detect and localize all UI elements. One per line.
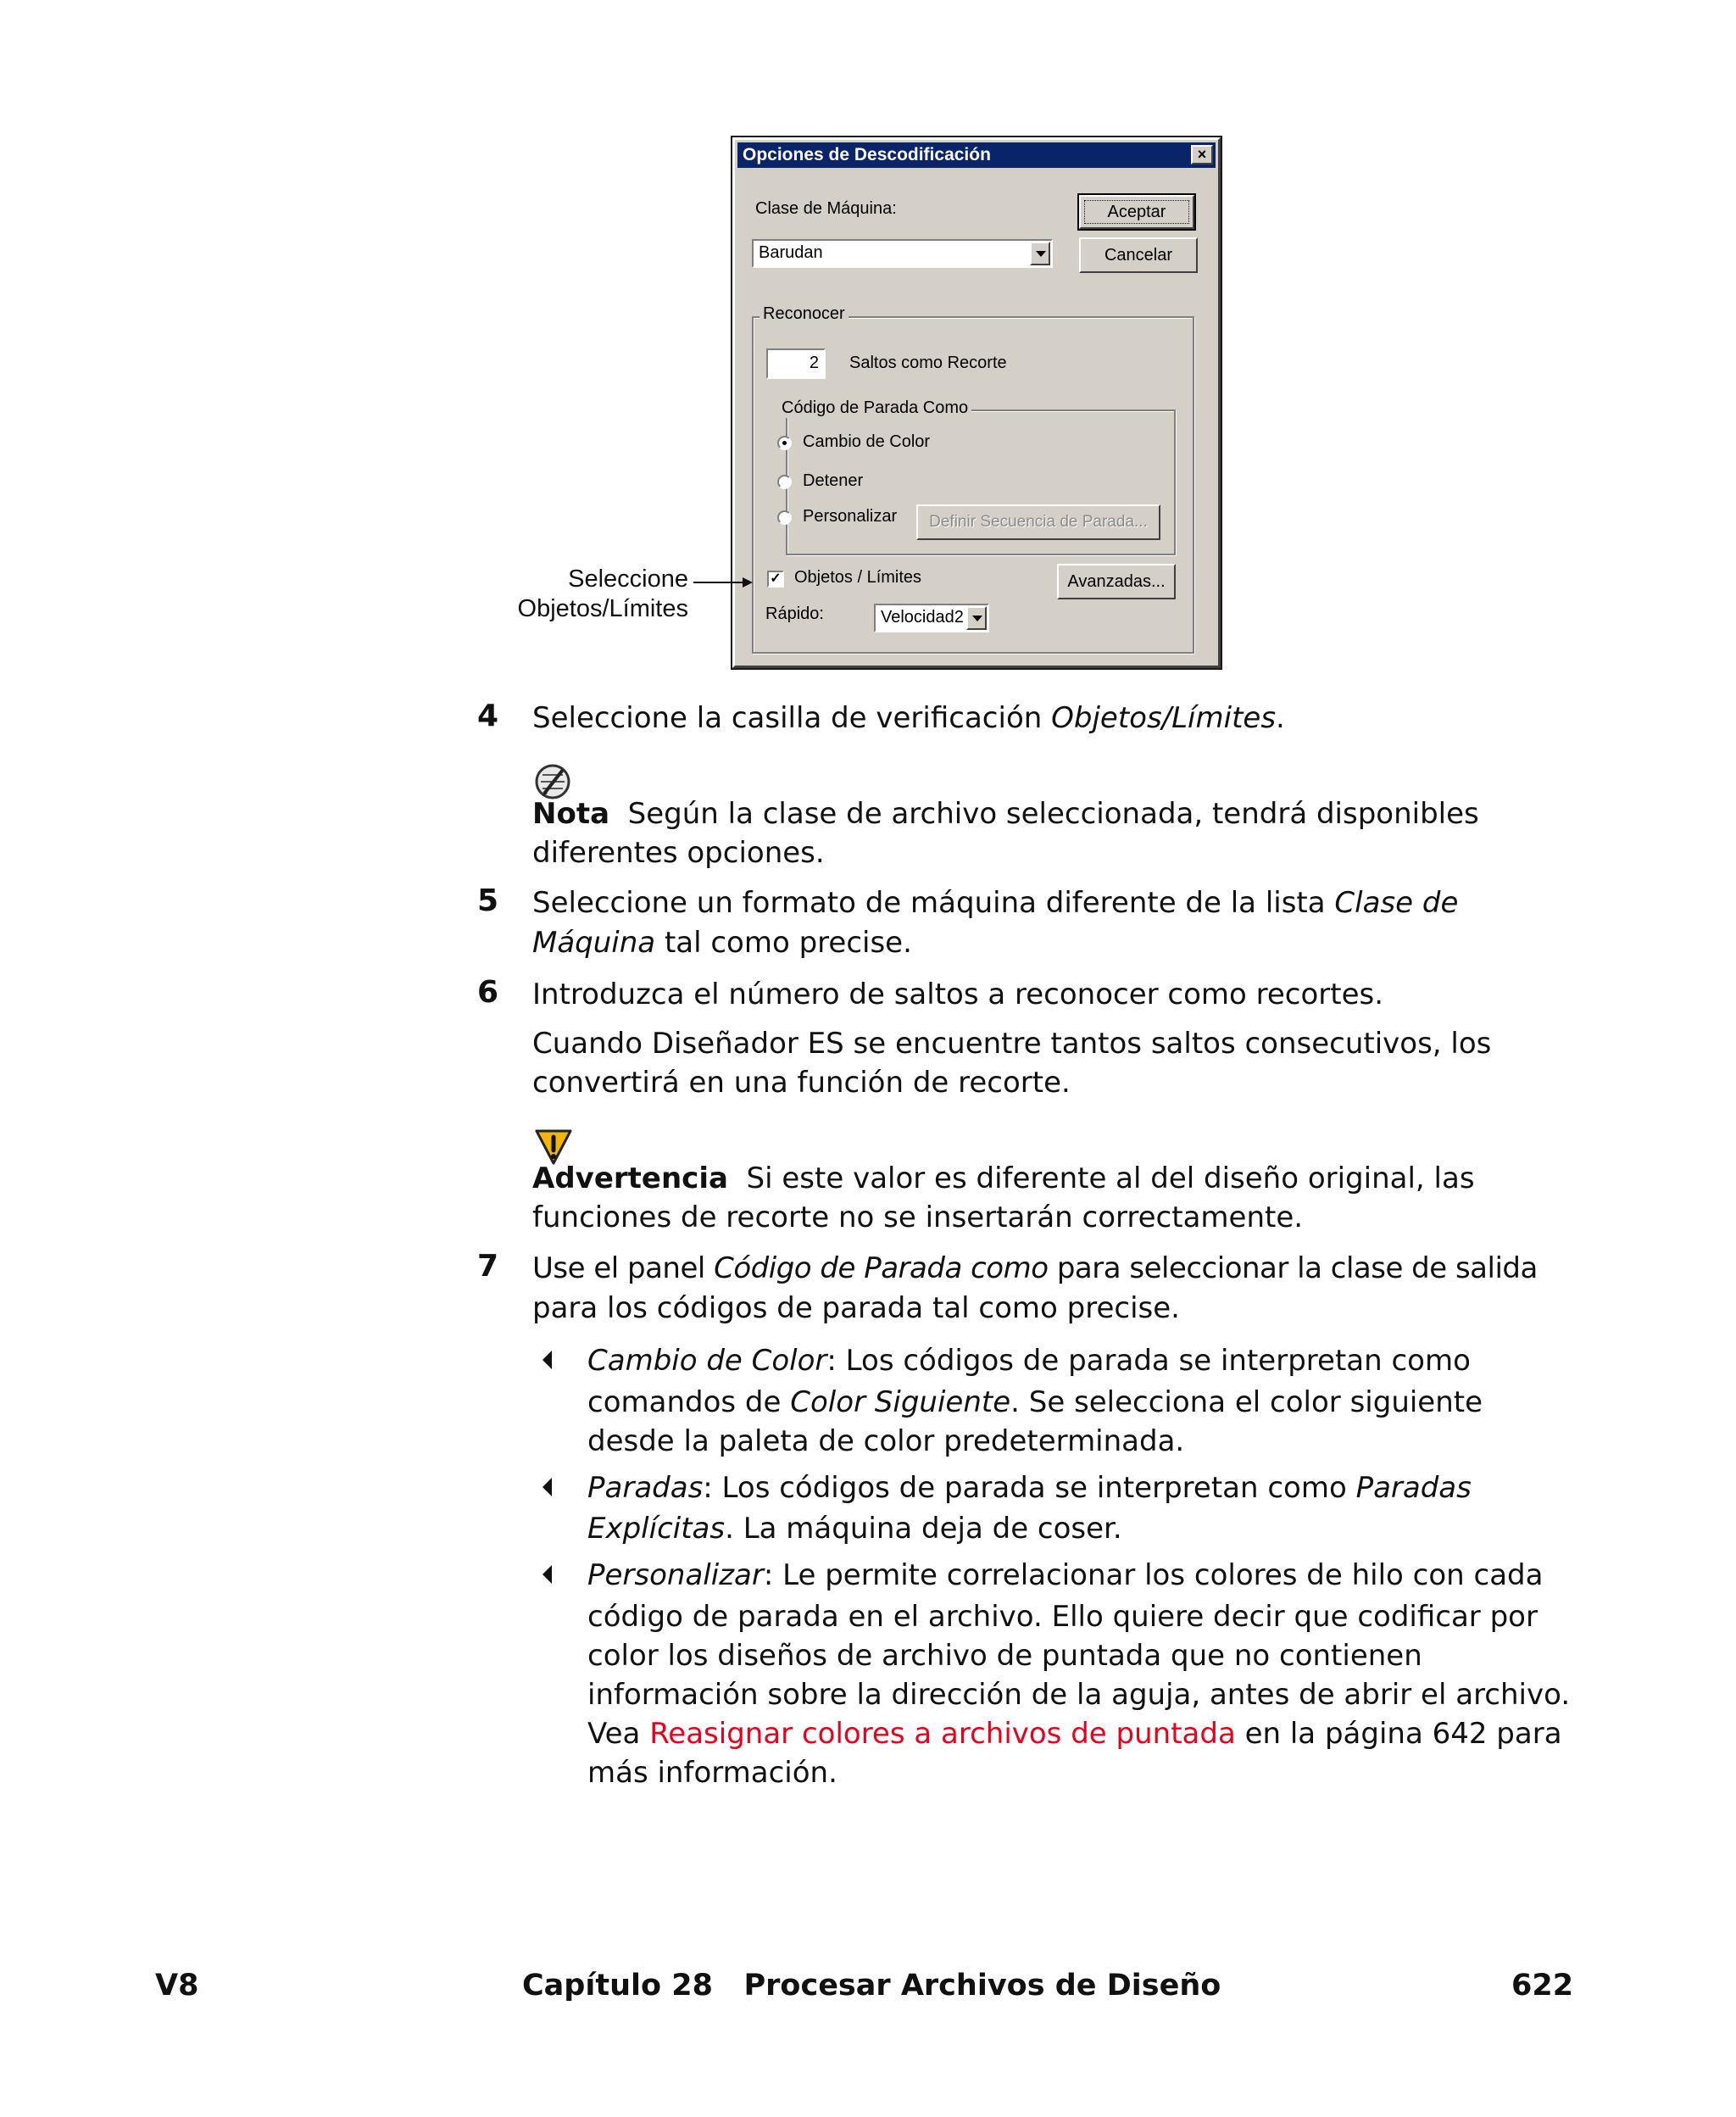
decode-options-dialog — [732, 137, 1221, 668]
recognize-group-label: Reconocer — [760, 304, 849, 324]
close-icon[interactable]: × — [1191, 145, 1213, 164]
bullet-3-text-5b: en la página 642 para — [1235, 1717, 1562, 1751]
bullet-2-text-1a: : Los códigos de parada se interpretan como — [703, 1471, 1356, 1505]
step-6-para-line-2: convertirá en una función de recorte. — [532, 1066, 1071, 1100]
objects-limits-checkbox[interactable]: ✓ — [767, 571, 784, 588]
step-7-text-1c: para seleccionar la clase de salida — [1048, 1251, 1538, 1285]
cancel-button-label: Cancelar — [1104, 246, 1173, 265]
bullet-1-text-1: : Los códigos de parada se interpretan como — [826, 1344, 1471, 1378]
step-5-text-2a: Máquina — [532, 926, 656, 960]
step-5-line-2 — [532, 923, 912, 962]
advanced-button[interactable]: Avanzadas... — [1057, 564, 1176, 599]
bullet-1-text-2c: . Se selecciona el color siguiente — [1010, 1385, 1483, 1419]
bullet-2-text-2a: Explícitas — [587, 1512, 726, 1546]
machine-class-combo[interactable] — [752, 239, 1053, 268]
bullet-3-line-3: color los diseños de archivo de puntada que no contienen — [587, 1639, 1422, 1673]
bullet-1-text-2b: Color Siguiente — [790, 1385, 1011, 1419]
radio-color-change-label: Cambio de Color — [803, 432, 931, 451]
bullet-2-text-2b: . La máquina deja de coser. — [725, 1512, 1122, 1546]
focus-rect — [1084, 200, 1189, 224]
callout-leader-line — [693, 582, 744, 583]
step-4-text-main: Seleccione la casilla de verificación — [532, 701, 1052, 735]
warning-text-1: Si este valor es diferente al del diseño original, las — [746, 1162, 1475, 1195]
bullet-1-line-3: desde la paleta de color predeterminada. — [587, 1424, 1185, 1458]
bullet-3-term: Personalizar — [587, 1558, 764, 1592]
radio-custom-label: Personalizar — [803, 507, 898, 526]
step-7-number: 7 — [477, 1249, 499, 1284]
warning-line-1 — [532, 1159, 1475, 1198]
bullet-3-line-6: más información. — [587, 1756, 837, 1790]
callout-line-2: Objetos/Límites — [517, 595, 688, 622]
step-4-number: 4 — [477, 699, 499, 733]
bullet-triangle-icon — [542, 1351, 552, 1369]
machine-class-value: Barudan — [759, 243, 823, 262]
footer-chapter: Capítulo 28 Procesar Archivos de Diseño — [522, 1969, 1221, 2003]
step-5-text-1b: Clase de — [1334, 886, 1459, 920]
bullet-triangle-icon — [542, 1478, 552, 1496]
dialog-titlebar — [737, 142, 1216, 168]
bullet-1-line-2 — [587, 1383, 1483, 1422]
machine-class-label: Clase de Máquina: — [755, 199, 897, 218]
footer-version: V8 — [155, 1969, 199, 2003]
note-line-1 — [532, 794, 1479, 833]
radio-stop[interactable] — [777, 475, 792, 489]
step-6-para-line-1: Cuando Diseñador ES se encuentre tantos saltos consecutivos, los — [532, 1027, 1492, 1061]
step-6-number: 6 — [477, 975, 499, 1010]
step-4-text — [532, 699, 1285, 738]
step-7-text-1b: Código de Parada como — [714, 1251, 1049, 1285]
define-stop-sequence-button[interactable]: Definir Secuencia de Parada... — [916, 504, 1160, 540]
ok-button-label: Aceptar — [1107, 203, 1166, 221]
arrow-right-icon — [743, 577, 753, 588]
bullet-3-text-5a: Vea — [587, 1717, 650, 1751]
fast-value: Velocidad2 — [881, 608, 964, 627]
step-7-text-1a: Use el panel — [532, 1251, 715, 1285]
step-5-text-2b: tal como precise. — [655, 926, 912, 960]
bullet-1-term: Cambio de Color — [587, 1344, 827, 1378]
bullet-2-term: Paradas — [587, 1471, 704, 1505]
step-6-text: Introduzca el número de saltos a reconocer como recortes. — [532, 978, 1384, 1011]
step-5-number: 5 — [477, 883, 499, 918]
step-7-line-1 — [532, 1249, 1538, 1288]
step-5-line-1 — [532, 883, 1458, 922]
bullet-3-line-2: código de parada en el archivo. Ello quiere decir que codificar por — [587, 1600, 1538, 1634]
chevron-down-icon[interactable] — [966, 606, 987, 630]
callout-label — [475, 565, 688, 624]
bullet-2-line-2 — [587, 1509, 1122, 1548]
step-7-line-2: para los códigos de parada tal como precise. — [532, 1291, 1180, 1325]
objects-limits-label: Objetos / Límites — [794, 568, 922, 587]
chevron-down-icon[interactable] — [1030, 242, 1050, 265]
step-5-text-1a: Seleccione un formato de máquina diferente de la lista — [532, 886, 1335, 920]
radio-custom[interactable] — [777, 510, 792, 525]
bullet-3-line-1 — [587, 1556, 1543, 1595]
jumps-label: Saltos como Recorte — [849, 354, 1007, 372]
bullet-3-line-5 — [587, 1714, 1562, 1753]
fast-combo[interactable] — [874, 604, 989, 632]
note-text-1: Según la clase de archivo seleccionada, tendrá disponibles — [627, 797, 1479, 831]
dialog-title: Opciones de Descodificación — [743, 145, 991, 164]
note-label: Nota — [532, 797, 610, 831]
warning-line-2: funciones de recorte no se insertarán correctamente. — [532, 1201, 1304, 1234]
radio-stop-label: Detener — [803, 471, 864, 490]
reassign-colors-link[interactable]: Reasignar colores a archivos de puntada — [649, 1717, 1236, 1751]
warning-label: Advertencia — [532, 1162, 728, 1195]
bullet-3-text-1: : Le permite correlacionar los colores de hilo con cada — [763, 1558, 1544, 1592]
step-4-text-end: . — [1276, 701, 1285, 735]
step-4-text-italic: Objetos/Límites — [1051, 701, 1277, 735]
fast-label: Rápido: — [765, 604, 824, 623]
bullet-2-text-1b: Paradas — [1355, 1471, 1472, 1505]
radio-color-change[interactable] — [777, 436, 792, 450]
footer-page-number: 622 — [1511, 1969, 1574, 2003]
cancel-button[interactable] — [1079, 237, 1198, 273]
bullet-3-line-4: información sobre la dirección de la aguja, antes de abrir el archivo. — [587, 1678, 1571, 1712]
bullet-triangle-icon — [542, 1565, 552, 1584]
bullet-1-text-2a: comandos de — [587, 1385, 791, 1419]
bullet-2-line-1 — [587, 1468, 1472, 1507]
bullet-1-line-1 — [587, 1341, 1471, 1380]
note-line-2: diferentes opciones. — [532, 836, 825, 870]
callout-line-1: Seleccione — [568, 565, 688, 593]
ok-button[interactable] — [1079, 195, 1194, 229]
jumps-input[interactable]: 2 — [766, 348, 826, 379]
stop-code-group-label: Código de Parada Como — [778, 398, 971, 418]
